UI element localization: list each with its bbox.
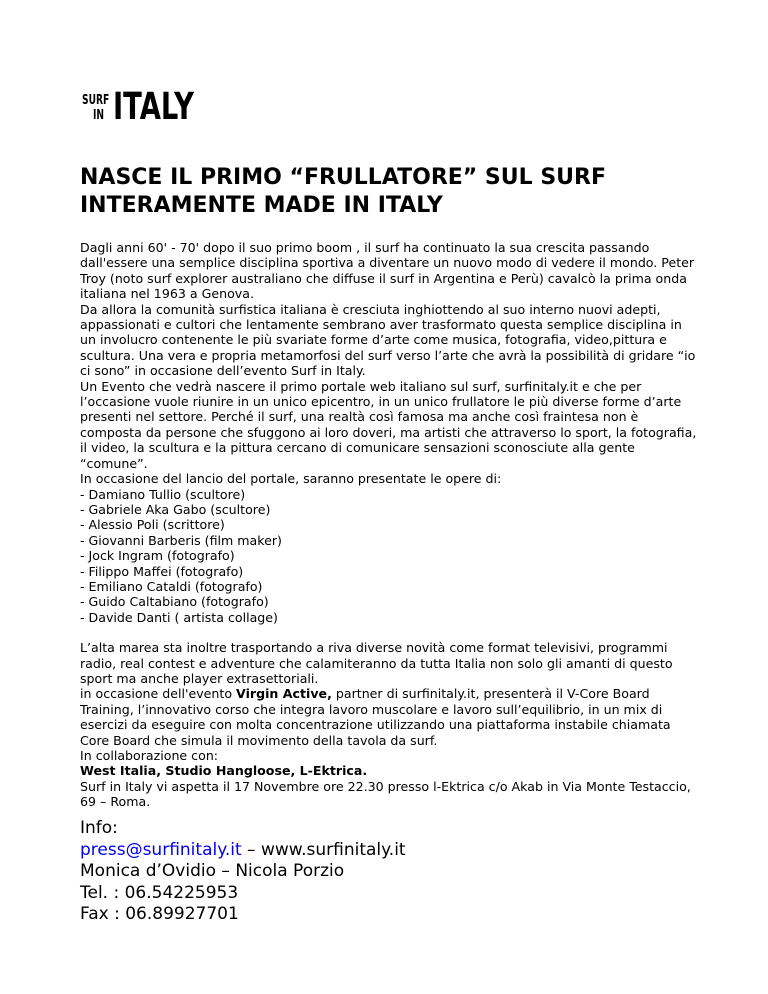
spacer [80, 625, 700, 640]
list-item: - Alessio Poli (scrittore) [80, 517, 225, 533]
contact-names: Monica d’Ovidio – Nicola Porzio [80, 861, 345, 881]
info-section [80, 818, 700, 926]
logo-surf-text: SURF [82, 93, 110, 108]
list-item: - Jock Ingram (fotografo) [80, 548, 235, 564]
virgin-active-name: Virgin Active, [236, 686, 332, 702]
email-link[interactable]: press@surfinitaly.it [80, 839, 242, 860]
info-label: Info: [80, 818, 118, 838]
list-item: - Filippo Maffei (fotografo) [80, 563, 244, 579]
list-item: - Giovanni Barberis (film maker) [80, 532, 282, 548]
paragraph-history: Dagli anni 60' - 70' dopo il suo primo boom , il surf ha continuato la sua crescita passando dall'essere una semplice disciplina sportiva a diventare un nuovo modo di vedere il mondo. Peter Troy (noto surf explorer australiano che diffuse il surf in Argentina e Perù) cavalcò la prima onda italiana nel 1963 a Genova. [80, 240, 695, 302]
press-release-body [80, 240, 700, 810]
logo-italy-text: ITALY [113, 85, 194, 128]
partners-list: West Italia, Studio Hangloose, L-Ektrica. [80, 763, 368, 779]
list-item: - Emiliano Cataldi (fotografo) [80, 578, 263, 594]
surf-in-italy-logo [80, 85, 210, 132]
virgin-intro: in occasione dell'evento [80, 686, 237, 702]
paragraph-novelties: L’alta marea sta inoltre trasportando a riva diverse novità come format televisivi, programmi radio, real contest e adventure che calamiteranno da tutta Italia non solo gli amanti di questo sport ma anche player extrasettoriali. [80, 640, 673, 686]
fax-number: Fax : 06.89927701 [80, 904, 239, 924]
paragraph-collaboration: In collaborazione con: [80, 748, 219, 763]
paragraph-community: Da allora la comunità surfistica italiana è cresciuta inghiottendo al suo interno nuovi adepti, appassionati e cultori che lentamente sembrano aver trasformato questa semplice disciplina in un involucro contenente le più svariate forme d’arte come musica, fotografia, video,pittura e scultura. Una vera e propria metamorfosi del surf verso l’arte che avrà la possibilità di gridare “io ci sono” in occasione dell’evento Surf in Italy. [80, 301, 696, 379]
website-text: – www.surfinitaly.it [241, 839, 406, 860]
paragraph-event-date: Surf in Italy vi aspetta il 17 Novembre ore 22.30 presso l-Ektrica c/o Akab in Via Monte Testaccio, 69 – Roma. [80, 778, 691, 810]
artist-list [80, 487, 700, 626]
list-item: - Guido Caltabiano (fotografo) [80, 594, 269, 610]
list-item: - Gabriele Aka Gabo (scultore) [80, 501, 271, 517]
page-title: NASCE IL PRIMO “FRULLATORE” SUL SURF INTERAMENTE MADE IN ITALY [80, 165, 606, 218]
virgin-details: partner di surfinitaly.it, presenterà il V-Core Board Training, l’innovativo corso che integra lavoro muscolare e lavoro sull’equilibrio, in un mix di esercizi da eseguire con molta concentrazione utilizzando una piattaforma instabile chiamata Core Board che simula il movimento della tavola da surf. [80, 686, 671, 748]
paragraph-virgin-active [80, 686, 700, 748]
list-item: - Damiano Tullio (scultore) [80, 486, 246, 502]
paragraph-partners [80, 763, 700, 778]
phone-number: Tel. : 06.54225953 [80, 882, 239, 903]
paragraph-event: Un Evento che vedrà nascere il primo portale web italiano sul surf, surfinitaly.it e che per l’occasione vuole riunire in un unico epicentro, in un unico frullatore le più diverse forme d’arte presenti nel settore. Perché il surf, una realtà così famosa ma anche così fraintesa non è composta da persone che sfuggono ai loro doveri, ma artisti che attraverso lo sport, la fotografia, il video, la scultura e la pittura cercano di comunicare sensazioni sconosciute alla gente “comune”. [80, 378, 697, 471]
list-item: - Davide Danti ( artista collage) [80, 609, 278, 625]
info-web-line [80, 840, 700, 862]
paragraph-artists-intro: In occasione del lancio del portale, saranno presentate le opere di: [80, 471, 502, 487]
logo-in-text: IN [93, 108, 105, 123]
